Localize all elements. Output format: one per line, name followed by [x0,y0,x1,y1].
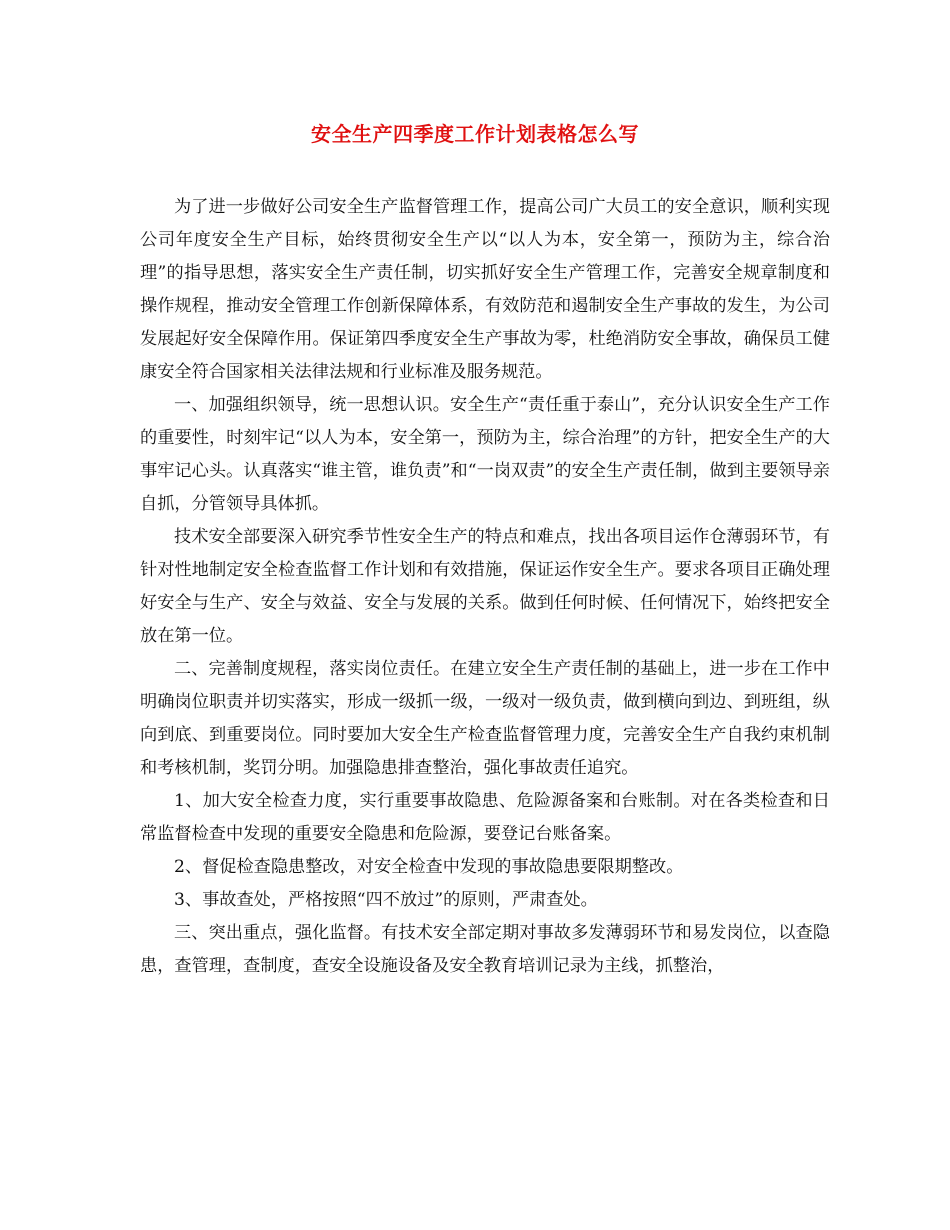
paragraph-tech-safety: 技术安全部要深入研究季节性安全生产的特点和难点，找出各项目运作仓薄弱环节，有针对性地制定安全检查监督工作计划和有效措施，保证运作安全生产。要求各项目正确处理好安全与生产、安全与效益、安全与发展的关系。做到任何时候、任何情况下，始终把安全放在第一位。 [140,527,830,646]
paragraph-item-1: 1、加大安全检查力度，实行重要事故隐患、危险源备案和台账制。对在各类检查和日常监督检查中发现的重要安全隐患和危险源，要登记台账备案。 [140,791,830,844]
paragraph-section-1: 一、加强组织领导，统一思想认识。安全生产“责任重于泰山”，充分认识安全生产工作的重要性，时刻牢记“以人为本，安全第一，预防为主，综合治理”的方针，把安全生产的大事牢记心头。认真落实“谁主管，谁负责”和“一岗双责”的安全生产责任制，做到主要领导亲自抓，分管领导具体抓。 [140,395,830,514]
paragraph-item-2: 2、督促检查隐患整改，对安全检查中发现的事故隐患要限期整改。 [174,857,684,877]
document-title: 安全生产四季度工作计划表格怎么写 [311,122,639,146]
paragraph-item-3: 3、事故查处，严格按照“四不放过”的原则，严肃查处。 [174,890,598,910]
document-body [140,191,830,983]
paragraph-section-2: 二、完善制度规程，落实岗位责任。在建立安全生产责任制的基础上，进一步在工作中明确岗位职责并切实落实，形成一级抓一级，一级对一级负责，做到横向到边、到班组，纵向到底、到重要岗位。同时要加大安全生产检查监督管理力度，完善安全生产自我约束机制和考核机制，奖罚分明。加强隐患排查整治，强化事故责任追究。 [140,659,830,778]
paragraph-section-3: 三、突出重点，强化监督。有技术安全部定期对事故多发薄弱环节和易发岗位，以查隐患，查管理，查制度，查安全设施设备及安全教育培训记录为主线，抓整治， [140,923,830,976]
paragraph-intro: 为了进一步做好公司安全生产监督管理工作，提高公司广大员工的安全意识，顺利实现公司年度安全生产目标，始终贯彻安全生产以“以人为本，安全第一，预防为主，综合治理”的指导思想，落实安全生产责任制，切实抓好安全生产管理工作，完善安全规章制度和操作规程，推动安全管理工作创新保障体系，有效防范和遏制安全生产事故的发生，为公司发展起好安全保障作用。保证第四季度安全生产事故为零，杜绝消防安全事故，确保员工健康安全符合国家相关法律法规和行业标准及服务规范。 [140,197,830,382]
